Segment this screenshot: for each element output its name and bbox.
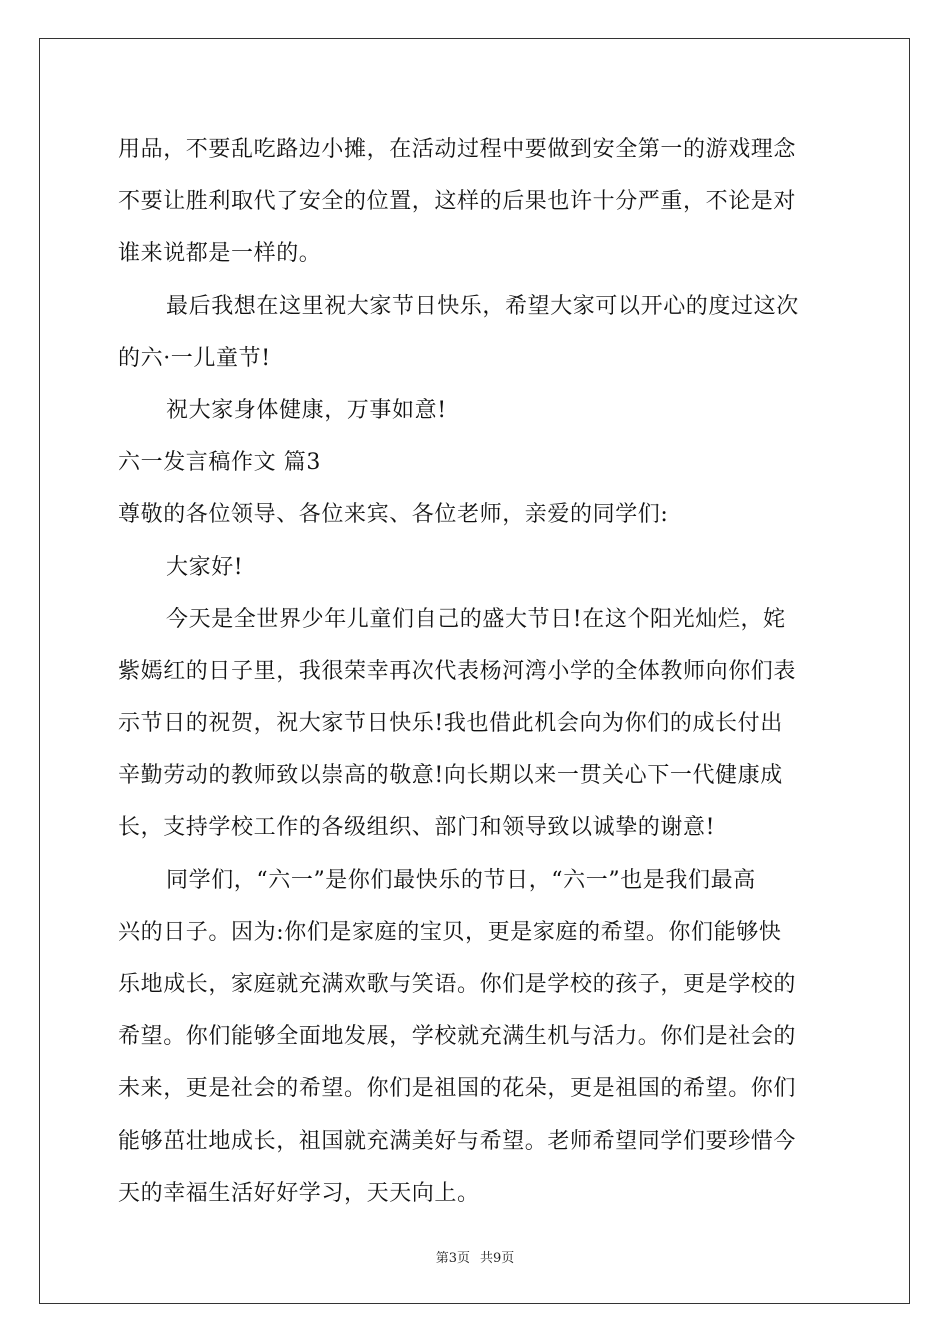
body-line: 不要让胜利取代了安全的位置，这样的后果也许十分严重，不论是对 [118, 189, 797, 215]
body-line: 的六·一儿童节! [118, 345, 271, 371]
body-line: 能够茁壮地成长，祖国就充满美好与希望。老师希望同学们要珍惜今 [118, 1128, 797, 1154]
greeting-line: 大家好! [166, 554, 244, 580]
page-footer [0, 1247, 950, 1266]
body-line: 天的幸福生活好好学习，天天向上。 [118, 1180, 480, 1206]
body-line: 紫嫣红的日子里，我很荣幸再次代表杨河湾小学的全体教师向你们表 [118, 658, 797, 684]
body-line: 示节日的祝贺，祝大家节日快乐!我也借此机会向为你们的成长付出 [118, 711, 783, 737]
paragraph-line: 祝大家身体健康，万事如意! [166, 397, 447, 423]
body-line: 长，支持学校工作的各级组织、部门和领导致以诚挚的谢意! [118, 815, 716, 841]
section-heading: 六一发言稿作文 篇3 [118, 450, 321, 476]
paragraph-line: 最后我想在这里祝大家节日快乐，希望大家可以开心的度过这次 [166, 293, 799, 319]
document-body [118, 128, 834, 1224]
paragraph-line: 同学们，“六一”是你们最快乐的节日，“六一”也是我们最高 [166, 867, 756, 893]
body-line: 兴的日子。因为:你们是家庭的宝贝，更是家庭的希望。你们能够快 [118, 919, 782, 945]
body-line: 乐地成长，家庭就充满欢歌与笑语。你们是学校的孩子，更是学校的 [118, 972, 797, 997]
body-line: 希望。你们能够全面地发展，学校就充满生机与活力。你们是社会的 [118, 1024, 797, 1050]
paragraph-line: 今天是全世界少年儿童们自己的盛大节日!在这个阳光灿烂，姹 [166, 606, 786, 632]
body-line: 谁来说都是一样的。 [118, 241, 322, 267]
page-number-total: 共9页 [480, 1251, 515, 1266]
body-line: 未来，更是社会的希望。你们是祖国的花朵，更是祖国的希望。你们 [118, 1076, 797, 1102]
page-number-current: 第3页 [435, 1251, 470, 1266]
salutation-line: 尊敬的各位领导、各位来宾、各位老师，亲爱的同学们: [118, 502, 669, 528]
body-line: 辛勤劳动的教师致以崇高的敬意!向长期以来一贯关心下一代健康成 [118, 763, 783, 789]
body-line: 用品，不要乱吃路边小摊，在活动过程中要做到安全第一的游戏理念 [118, 137, 797, 162]
